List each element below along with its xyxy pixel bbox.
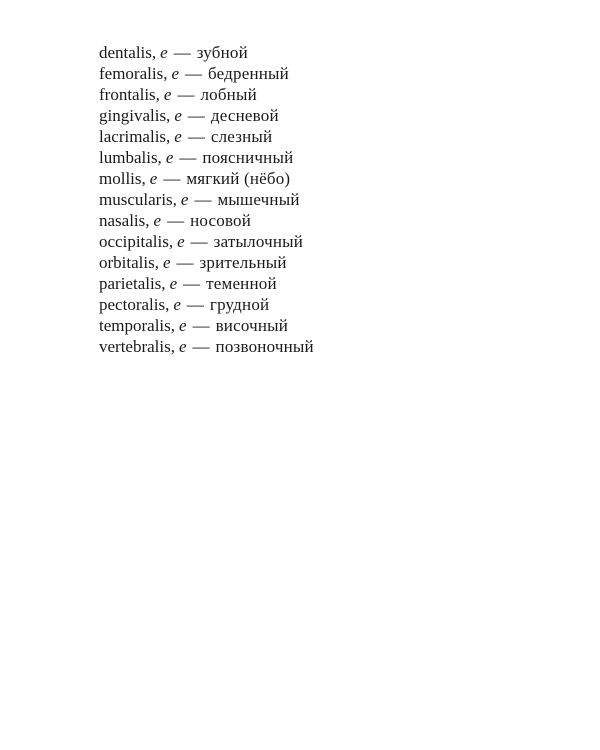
russian-translation: зрительный	[199, 253, 287, 272]
feminine-ending: e	[162, 253, 171, 272]
russian-translation: слезный	[210, 127, 273, 146]
feminine-ending: e	[179, 337, 187, 356]
latin-term: frontalis,	[99, 85, 160, 104]
dash: —	[190, 232, 208, 251]
russian-translation: десневой	[210, 106, 279, 125]
dash: —	[176, 253, 194, 272]
feminine-ending: e	[153, 211, 162, 230]
russian-translation: мышечный	[217, 190, 300, 209]
russian-translation: теменной	[206, 274, 277, 293]
vocab-entry	[99, 252, 314, 273]
vocab-entry	[99, 126, 314, 147]
russian-translation: мягкий (нёбо)	[186, 169, 291, 188]
russian-translation: височный	[215, 316, 289, 335]
dash: —	[163, 169, 181, 188]
dash: —	[186, 295, 204, 314]
feminine-ending: e	[179, 316, 187, 335]
feminine-ending: e	[177, 232, 185, 251]
feminine-ending: e	[165, 148, 174, 167]
latin-term: femoralis,	[99, 64, 168, 83]
vocab-entry	[99, 168, 314, 189]
vocab-entry	[99, 273, 314, 294]
latin-term: nasalis,	[99, 211, 150, 230]
vocab-entry	[99, 84, 314, 105]
latin-term: orbitalis,	[99, 253, 159, 272]
latin-term: lacrimalis,	[99, 127, 171, 146]
vocab-entry	[99, 105, 314, 126]
russian-translation: поясничный	[202, 148, 294, 167]
feminine-ending: e	[149, 169, 158, 188]
russian-translation: лобный	[200, 85, 257, 104]
vocab-entry	[99, 294, 314, 315]
dash: —	[187, 106, 205, 125]
russian-translation: затылочный	[213, 232, 304, 251]
vocab-entry	[99, 147, 314, 168]
vocab-entry	[99, 315, 314, 336]
vocab-entry	[99, 231, 314, 252]
russian-translation: грудной	[209, 295, 270, 314]
latin-term: pectoralis,	[99, 295, 170, 314]
russian-translation: позвоночный	[215, 337, 314, 356]
dash: —	[192, 337, 210, 356]
latin-term: lumbalis,	[99, 148, 162, 167]
dash: —	[173, 43, 191, 62]
feminine-ending: e	[173, 295, 181, 314]
feminine-ending: e	[174, 106, 182, 125]
vocab-entry	[99, 42, 314, 63]
latin-term: gingivalis,	[99, 106, 171, 125]
vocab-entry	[99, 189, 314, 210]
dash: —	[179, 148, 197, 167]
dash: —	[185, 64, 202, 83]
latin-term: occipitalis,	[99, 232, 174, 251]
dash: —	[183, 274, 201, 293]
vocab-entry	[99, 210, 314, 231]
feminine-ending: e	[160, 43, 168, 62]
feminine-ending: e	[180, 190, 189, 209]
feminine-ending: e	[171, 64, 179, 83]
vocab-entry	[99, 63, 314, 84]
latin-term: dentalis,	[99, 43, 157, 62]
dash: —	[194, 190, 212, 209]
dash: —	[177, 85, 195, 104]
russian-translation: зубной	[196, 43, 248, 62]
russian-translation: носовой	[190, 211, 252, 230]
vocab-entry	[99, 336, 314, 357]
latin-term: muscularis,	[99, 190, 177, 209]
latin-term: vertebralis,	[99, 337, 175, 356]
latin-term: mollis,	[99, 169, 146, 188]
latin-term: temporalis,	[99, 316, 176, 335]
feminine-ending: e	[163, 85, 172, 104]
feminine-ending: e	[174, 127, 182, 146]
dash: —	[192, 316, 210, 335]
vocabulary-list	[99, 42, 314, 357]
latin-term: parietalis,	[99, 274, 166, 293]
russian-translation: бедренный	[208, 64, 289, 83]
dash: —	[187, 127, 205, 146]
feminine-ending: e	[169, 274, 178, 293]
dash: —	[167, 211, 185, 230]
